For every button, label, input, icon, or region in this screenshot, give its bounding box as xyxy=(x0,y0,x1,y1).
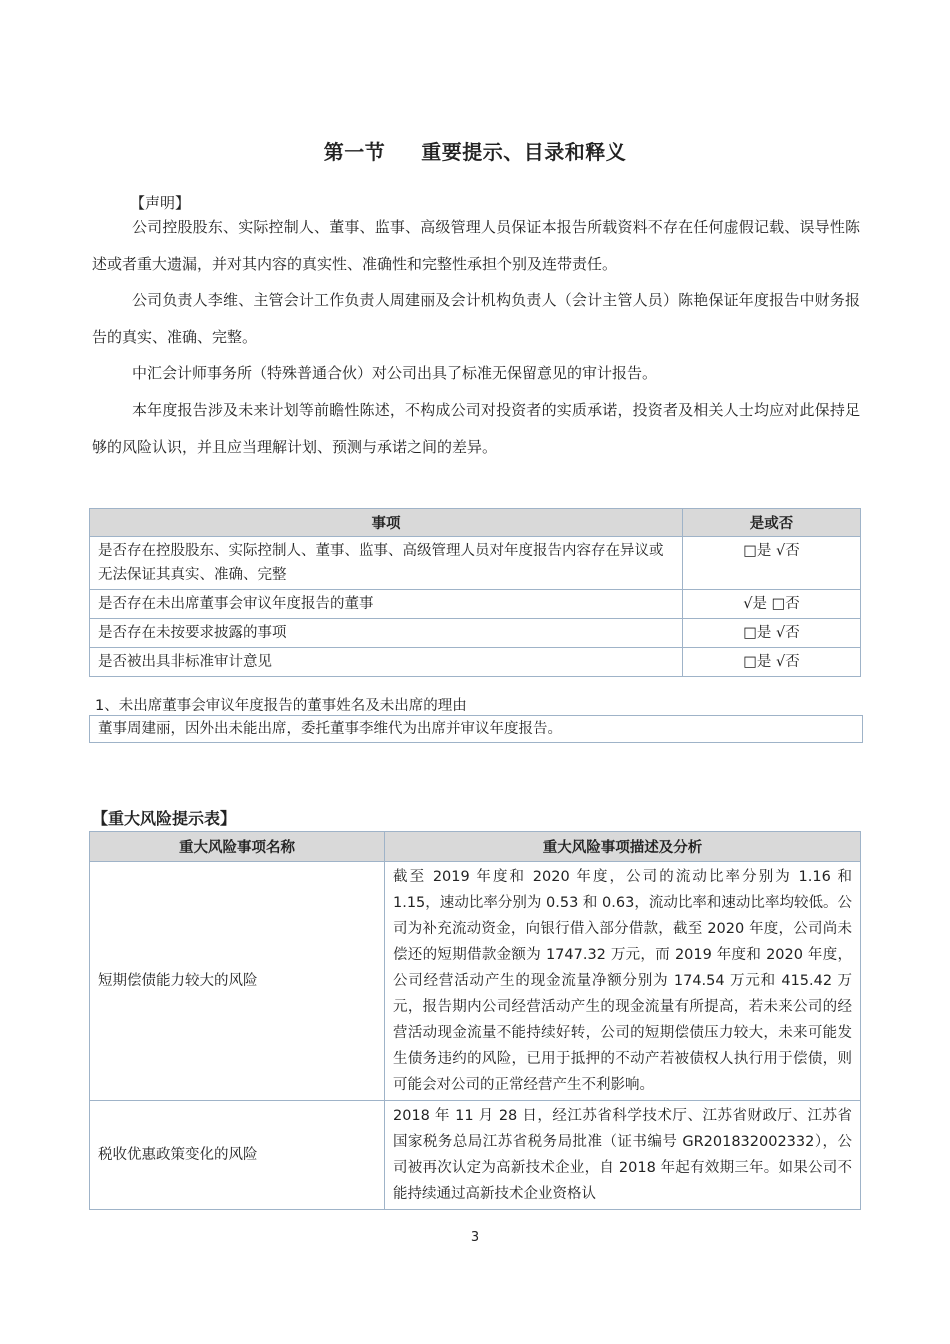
header-risk-name: 重大风险事项名称 xyxy=(90,832,385,862)
paragraph-forward-looking: 本年度报告涉及未来计划等前瞻性陈述，不构成公司对投资者的实质承诺，投资者及相关人士均应对此保持足够的风险认识，并且应当理解计划、预测与承诺之间的差异。 xyxy=(92,401,860,456)
risk-name: 税收优惠政策变化的风险 xyxy=(90,1101,385,1210)
declaration-label: 【声明】 xyxy=(130,194,191,212)
paragraph-responsibility: 公司负责人李维、主管会计工作负责人周建丽及会计机构负责人（会计主管人员）陈艳保证年度报告中财务报告的真实、准确、完整。 xyxy=(92,291,860,346)
risk-description: 2018 年 11 月 28 日，经江苏省科学技术厅、江苏省财政厅、江苏省国家税务总局江苏省税务局批准（证书编号 GR201832002332），公司被再次认定为高新技术企业，自 2018 年起有效期三年。如果公司不能持续通过高新技术企业资格认 xyxy=(385,1101,861,1210)
paragraph-audit: 中汇会计师事务所（特殊普通合伙）对公司出具了标准无保留意见的审计报告。 xyxy=(132,364,658,382)
header-yes-no: 是或否 xyxy=(683,509,861,537)
section-heading: 重要提示、目录和释义 xyxy=(421,140,627,164)
page-number: 3 xyxy=(470,1230,480,1245)
table-row xyxy=(90,648,861,677)
matter-item: 是否存在未出席董事会审议年度报告的董事 xyxy=(90,590,683,619)
table-row xyxy=(90,537,861,590)
matter-answer: □是 √否 xyxy=(683,648,861,677)
table-row xyxy=(90,862,861,1101)
risk-table-title: 【重大风险提示表】 xyxy=(92,809,237,828)
section-title xyxy=(0,136,950,165)
header-matter: 事项 xyxy=(90,509,683,537)
section-number: 第一节 xyxy=(323,140,386,164)
risk-description: 截至 2019 年度和 2020 年度，公司的流动比率分别为 1.16 和 1.15，速动比率分别为 0.53 和 0.63，流动比率和速动比率均较低。公司为补充流动资金，向银行借入部分借款，截至 2020 年度，公司尚未偿还的短期借款金额为 1747.32 万元，而 2019 年度和 2020 年度，公司经营活动产生的现金流量净额分别为 174.54 万元和 415.42 万元，报告期内公司经营活动产生的现金流量有所提高，若未来公司的经营活动现金流量不能持续好转，公司的短期偿债压力较大，未来可能发生债务违约的风险，已用于抵押的不动产若被债权人执行用于偿债，则可能会对公司的正常经营产生不利影响。 xyxy=(385,862,861,1101)
matter-answer: □是 √否 xyxy=(683,619,861,648)
table-header-row xyxy=(90,832,861,862)
absent-directors-reason: 董事周建丽，因外出未能出席，委托董事李维代为出席并审议年度报告。 xyxy=(89,715,863,743)
table-row xyxy=(90,619,861,648)
table-row xyxy=(90,590,861,619)
table-row xyxy=(90,1101,861,1210)
table-header-row xyxy=(90,509,861,537)
risk-table xyxy=(89,831,861,1210)
matter-item: 是否存在未按要求披露的事项 xyxy=(90,619,683,648)
risk-name: 短期偿债能力较大的风险 xyxy=(90,862,385,1101)
matter-answer: √是 □否 xyxy=(683,590,861,619)
matter-item: 是否被出具非标准审计意见 xyxy=(90,648,683,677)
paragraph-guarantee: 公司控股股东、实际控制人、董事、监事、高级管理人员保证本报告所载资料不存在任何虚假记载、误导性陈述或者重大遗漏，并对其内容的真实性、准确性和完整性承担个别及连带责任。 xyxy=(92,218,860,273)
matter-item: 是否存在控股股东、实际控制人、董事、监事、高级管理人员对年度报告内容存在异议或无法保证其真实、准确、完整 xyxy=(90,537,683,590)
matters-table xyxy=(89,508,861,677)
header-risk-description: 重大风险事项描述及分析 xyxy=(385,832,861,862)
absent-directors-heading: 1、未出席董事会审议年度报告的董事姓名及未出席的理由 xyxy=(95,698,467,714)
matter-answer: □是 √否 xyxy=(683,537,861,590)
